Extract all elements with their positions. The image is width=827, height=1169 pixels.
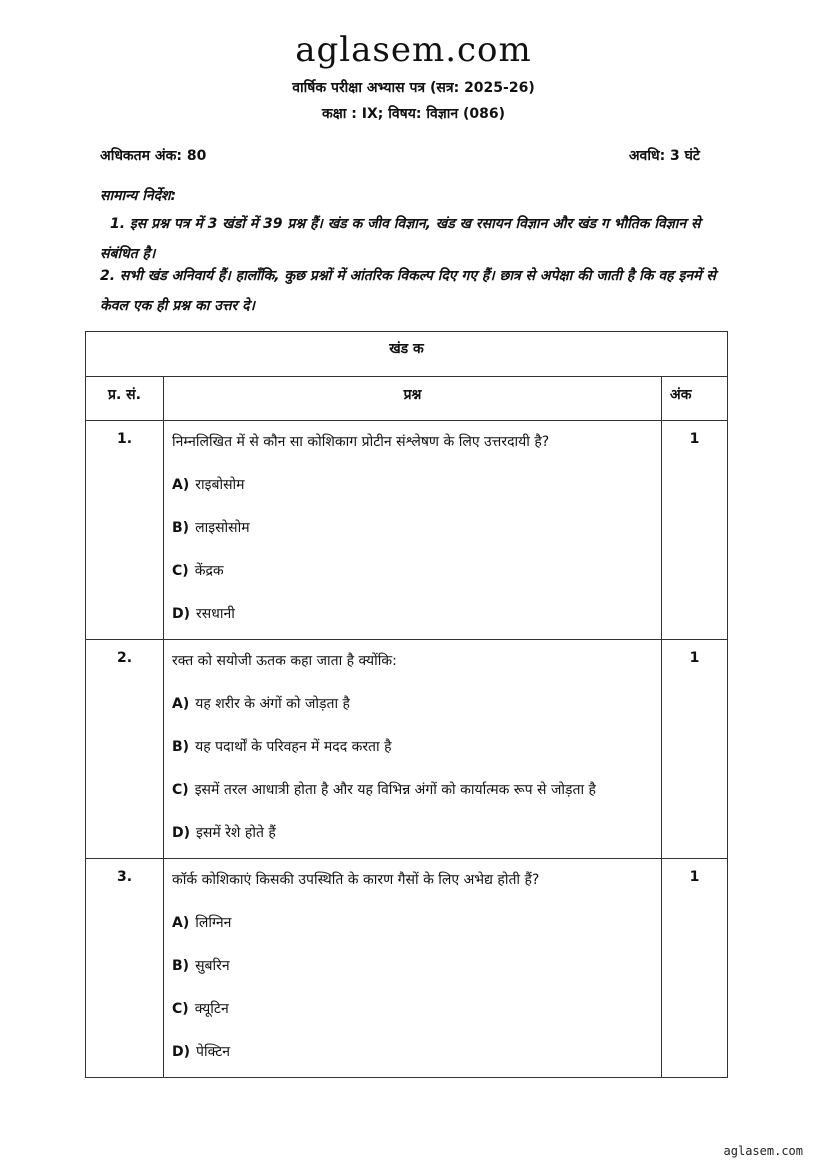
col-header-number: प्र. सं. [86, 377, 164, 421]
question-number: 3. [86, 859, 164, 1078]
option-key: A) [172, 477, 190, 493]
option-text: सुबरिन [195, 958, 230, 974]
option [172, 474, 653, 496]
option [172, 955, 653, 977]
option-key: B) [172, 958, 190, 974]
option-text: इसमें रेशे होते हैं [196, 825, 276, 841]
option-key: A) [172, 915, 190, 931]
option-key: C) [172, 563, 189, 579]
option-text: केंद्रक [194, 563, 224, 579]
option-text: क्यूटिन [194, 1001, 229, 1017]
table-row [86, 859, 728, 1078]
option [172, 693, 653, 715]
option [172, 1041, 653, 1063]
question-number: 2. [86, 640, 164, 859]
instruction-item: 1. इस प्रश्न पत्र में 3 खंडों में 39 प्रश्न हैं। खंड क जीव विज्ञान, खंड ख रसायन विज्ञान और खंड ग भौतिक विज्ञान से संबंधित है। [100, 216, 701, 262]
option-text: इसमें तरल आधात्री होता है और यह विभिन्न अंगों को कार्यात्मक रूप से जोड़ता है [194, 782, 596, 798]
question-cell [164, 640, 662, 859]
option [172, 779, 653, 801]
option-key: D) [172, 1044, 191, 1060]
option-text: लिग्निन [195, 915, 232, 931]
option [172, 603, 653, 625]
site-logo: aglasem.com [295, 30, 532, 70]
table-row [86, 640, 728, 859]
option-key: B) [172, 520, 190, 536]
option-text: यह पदार्थों के परिवहन में मदद करता है [195, 739, 392, 755]
question-table [85, 331, 728, 1078]
option-key: A) [172, 696, 190, 712]
question-cell [164, 859, 662, 1078]
option-text: राइबोसोम [195, 477, 245, 493]
option-text: पेक्टिन [196, 1044, 231, 1060]
option [172, 560, 653, 582]
option-key: D) [172, 606, 191, 622]
table-header-row [86, 377, 728, 421]
col-header-question: प्रश्न [164, 377, 662, 421]
question-marks: 1 [662, 859, 728, 1078]
option [172, 998, 653, 1020]
option [172, 736, 653, 758]
question-marks: 1 [662, 421, 728, 640]
max-marks: अधिकतम अंक: 80 [100, 148, 207, 164]
instructions-heading: सामान्य निर्देश: [100, 188, 177, 204]
section-heading: खंड क [86, 332, 728, 377]
question-text: निम्नलिखित में से कौन सा कोशिकाग प्रोटीन संश्लेषण के लिए उत्तरदायी है? [172, 434, 550, 450]
question-cell [164, 421, 662, 640]
col-header-marks: अंक [662, 377, 728, 421]
option-text: रसधानी [196, 606, 235, 622]
question-text: रक्त को सयोजी ऊतक कहा जाता है क्योंकि: [172, 653, 397, 669]
question-number: 1. [86, 421, 164, 640]
footer-url[interactable]: aglasem.com [723, 1144, 803, 1158]
paper-subtitle: कक्षा : IX; विषय: विज्ञान (086) [321, 106, 505, 122]
option-key: D) [172, 825, 191, 841]
option [172, 912, 653, 934]
duration: अवधि: 3 घंटे [628, 148, 700, 164]
paper-title: वार्षिक परीक्षा अभ्यास पत्र (सत्र: 2025-26) [292, 80, 535, 96]
question-marks: 1 [662, 640, 728, 859]
option-text: लाइसोसोम [195, 520, 250, 536]
paper-meta [100, 146, 700, 165]
option [172, 822, 653, 844]
option-key: C) [172, 1001, 189, 1017]
instruction-item: 2. सभी खंड अनिवार्य हैं। हालाँकि, कुछ प्रश्नों में आंतरिक विकल्प दिए गए हैं। छात्र से अपेक्षा की जाती है कि वह इनमें से केवल एक ही प्रश्न का उत्तर दे। [100, 268, 716, 314]
question-text: कॉर्क कोशिकाएं किसकी उपस्थिति के कारण गैसों के लिए अभेद्य होती हैं? [172, 872, 540, 888]
table-row [86, 421, 728, 640]
option-key: B) [172, 739, 190, 755]
option-text: यह शरीर के अंगों को जोड़ता है [195, 696, 350, 712]
option [172, 517, 653, 539]
option-key: C) [172, 782, 189, 798]
